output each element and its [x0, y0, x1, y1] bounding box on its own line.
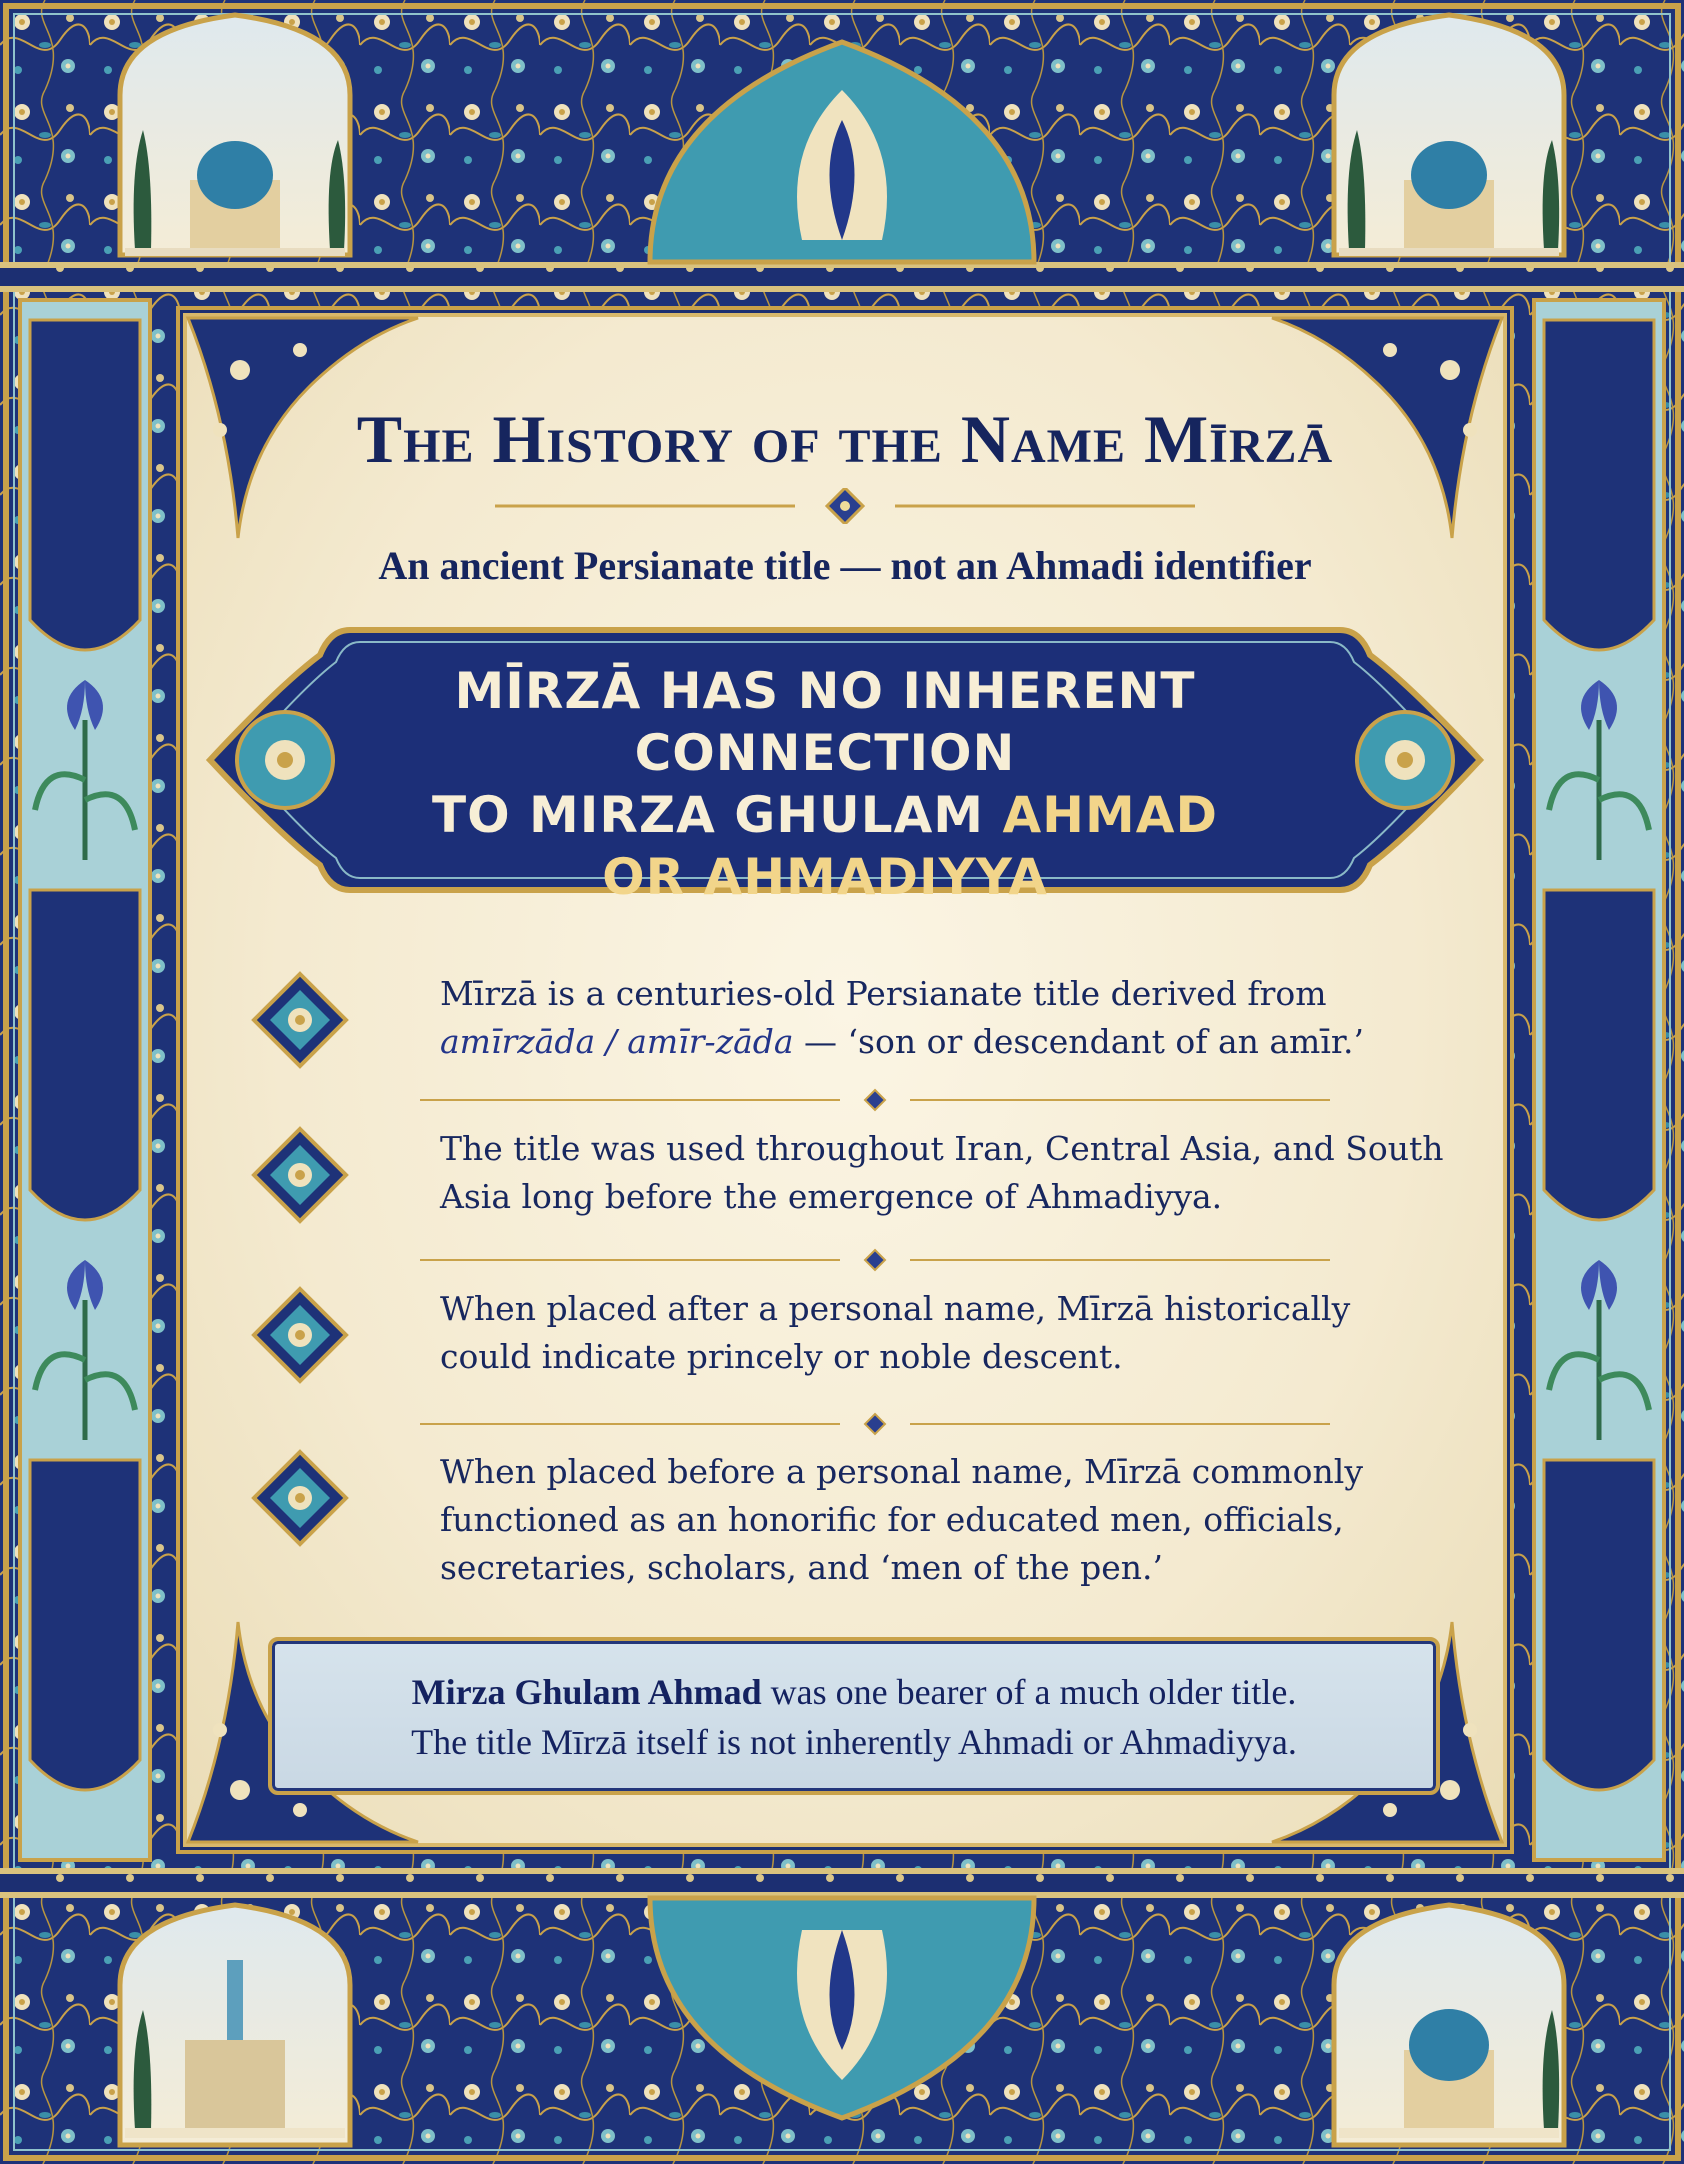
- diamond-bullet-icon: [250, 1285, 350, 1385]
- diamond-bullet-icon: [250, 970, 350, 1070]
- parchment-panel: [176, 306, 1514, 1854]
- list-item: When placed after a personal name, Mīrzā historically could indicate princely or noble descent.: [250, 1285, 1450, 1395]
- banner-right-medallion: [1357, 712, 1453, 808]
- title-divider-ornament: [495, 488, 1195, 524]
- list-item: The title was used throughout Iran, Central Asia, and South Asia long before the emergence of Ahmadiyya.: [250, 1125, 1450, 1235]
- banner-left-medallion: [237, 712, 333, 808]
- diamond-bullet-icon: [250, 1125, 350, 1225]
- summary-note: Mirza Ghulam Ahmad was one bearer of a much older title. The title Mīrzā itself is not inherently Ahmadi or Ahmadiyya.: [268, 1637, 1440, 1795]
- diamond-bullet-icon: [250, 1448, 350, 1548]
- divider: [420, 1088, 1330, 1112]
- corner-ornaments: [180, 310, 1510, 1850]
- headline-banner-text: MĪRZĀ HAS NO INHERENT CONNECTION TO MIRZA GHULAM AHMAD OR AHMADIYYA: [432, 662, 1218, 906]
- list-item: Mīrzā is a centuries-old Persianate title derived from amīrzāda / amīr-zāda — ‘son or descendant of an amīr.’: [250, 970, 1450, 1080]
- list-item: When placed before a personal name, Mīrzā commonly functioned as an honorific for educated men, officials, secretaries, scholars, and ‘men of the pen.’: [250, 1448, 1450, 1608]
- divider: [420, 1248, 1330, 1272]
- divider: [420, 1412, 1330, 1436]
- page-title: The History of the Name Mīrzā: [356, 401, 1334, 477]
- subtitle: An ancient Persianate title — not an Ahmadi identifier: [378, 543, 1312, 588]
